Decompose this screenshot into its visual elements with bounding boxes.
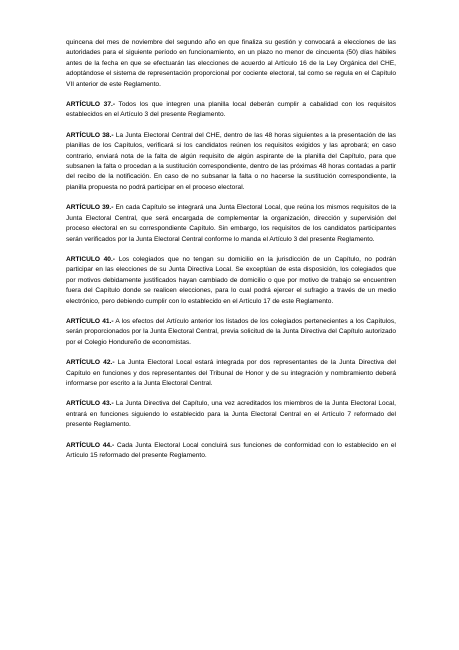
article-text: Los colegiados que no tengan su domicilio en la jurisdicción de un Capítulo, no podrán participar en las elecciones de su Junta Directiva Local. Se exceptúan de esta disposición, los colegiados que por motivos debidamente justificados hayan cambiado de domicilio o que por motivo de trabajo se encuentren fuera del Capítulo donde se realicen elecciones, para lo cual podrá ejercer el sufragio a través de un medio electrónico, pero debiendo cumplir con lo establecido en el Artículo 17 de este Reglamento. — [66, 255, 396, 305]
article-text: La Junta Directiva del Capítulo, una vez acreditados los miembros de la Junta Electoral Local, entrará en funciones siguiendo lo establecido para la Junta Electoral Central en el Artículo 7 reformado del presente Reglamento. — [66, 400, 396, 429]
article-44 — [66, 441, 396, 462]
article-label: ARTÍCULO 39.- — [66, 204, 114, 212]
article-label: ARTÍCULO 43.- — [66, 400, 114, 408]
article-text: La Junta Electoral Central del CHE, dentro de las 48 horas siguientes a la presentación de las planillas de los Capítulos, verificará si los candidatos reúnen los requisitos exigidos y las aprobará; en caso contrario, enviará nota de la falta de algún requisito de algún aspirante de la planilla del Capítulo, para que subsanen la falta o procedan a la sustitución correspondiente, dentro de las próximas 48 horas contadas a partir del recibo de la notificación. En caso de no subsanar la falta o no hacerse la sustitución correspondiente, la planilla propuesta no podrá participar en el proceso electoral. — [66, 131, 396, 191]
paragraph-continuation — [66, 38, 396, 90]
document-page — [66, 38, 396, 471]
article-41 — [66, 317, 396, 348]
article-text: La Junta Electoral Local estará integrada por dos representantes de la Junta Directiva del Capítulo en funciones y dos representantes del Tribunal de Honor y de su integración y nombramiento deberá informarse por escrito a la Junta Electoral Central. — [66, 359, 396, 387]
article-text: A los efectos del Artículo anterior los listados de los colegiados pertenecientes a los Capítulos, serán proporcionados por la Junta Electoral Central, previa solicitud de la Junta Directiva del Capítulo autorizado por el Colegio Hondureño de economistas. — [66, 317, 396, 346]
article-label: ARTÍCULO 37.- — [66, 101, 116, 109]
article-38 — [66, 131, 396, 193]
article-label: ARTICULO 40.- — [66, 255, 116, 263]
article-40 — [66, 255, 396, 307]
article-43 — [66, 399, 396, 430]
paragraph-text: quincena del mes de noviembre del segundo año en que finaliza su gestión y convocará a elecciones de las autoridades para el siguiente período en funcionamiento, en un plazo no menor de cincuenta (50) días hábiles antes de la fecha en que se efectuarán las elecciones de acuerdo al Artículo 16 de la Ley Orgánica del CHE, adoptándose el sistema de representación proporcional por cociente electoral, tal como se regula en el Capítulo VII anterior de este Reglamento. — [66, 39, 396, 88]
article-42 — [66, 358, 396, 389]
article-label: ARTÍCULO 41.- — [66, 317, 114, 325]
article-label: ARTÍCULO 38.- — [66, 131, 114, 139]
article-39 — [66, 203, 396, 245]
article-text: Todos los que integren una planilla local deberán cumplir a cabalidad con los requisitos establecidos en el Artículo 3 del presente Reglamento. — [66, 101, 396, 119]
article-label: ARTÍCULO 44.- — [66, 441, 115, 449]
article-text: En cada Capítulo se integrará una Junta Electoral Local, que reúna los mismos requisitos de la Junta Electoral Central, que será encargada de complementar la organización, dirección y supervisión del proceso electoral en su correspondiente Capítulo. Sin embargo, los requisitos de los candidatos participantes serán verificados por la Junta Electoral Central conforme lo manda el Artículo 3 del presente Reglamento. — [66, 204, 396, 243]
article-37 — [66, 100, 396, 121]
article-text: Cada Junta Electoral Local concluirá sus funciones de conformidad con lo establecido en el Artículo 15 reformado del presente Reglamento. — [66, 441, 396, 459]
article-label: ARTÍCULO 42.- — [66, 359, 115, 367]
